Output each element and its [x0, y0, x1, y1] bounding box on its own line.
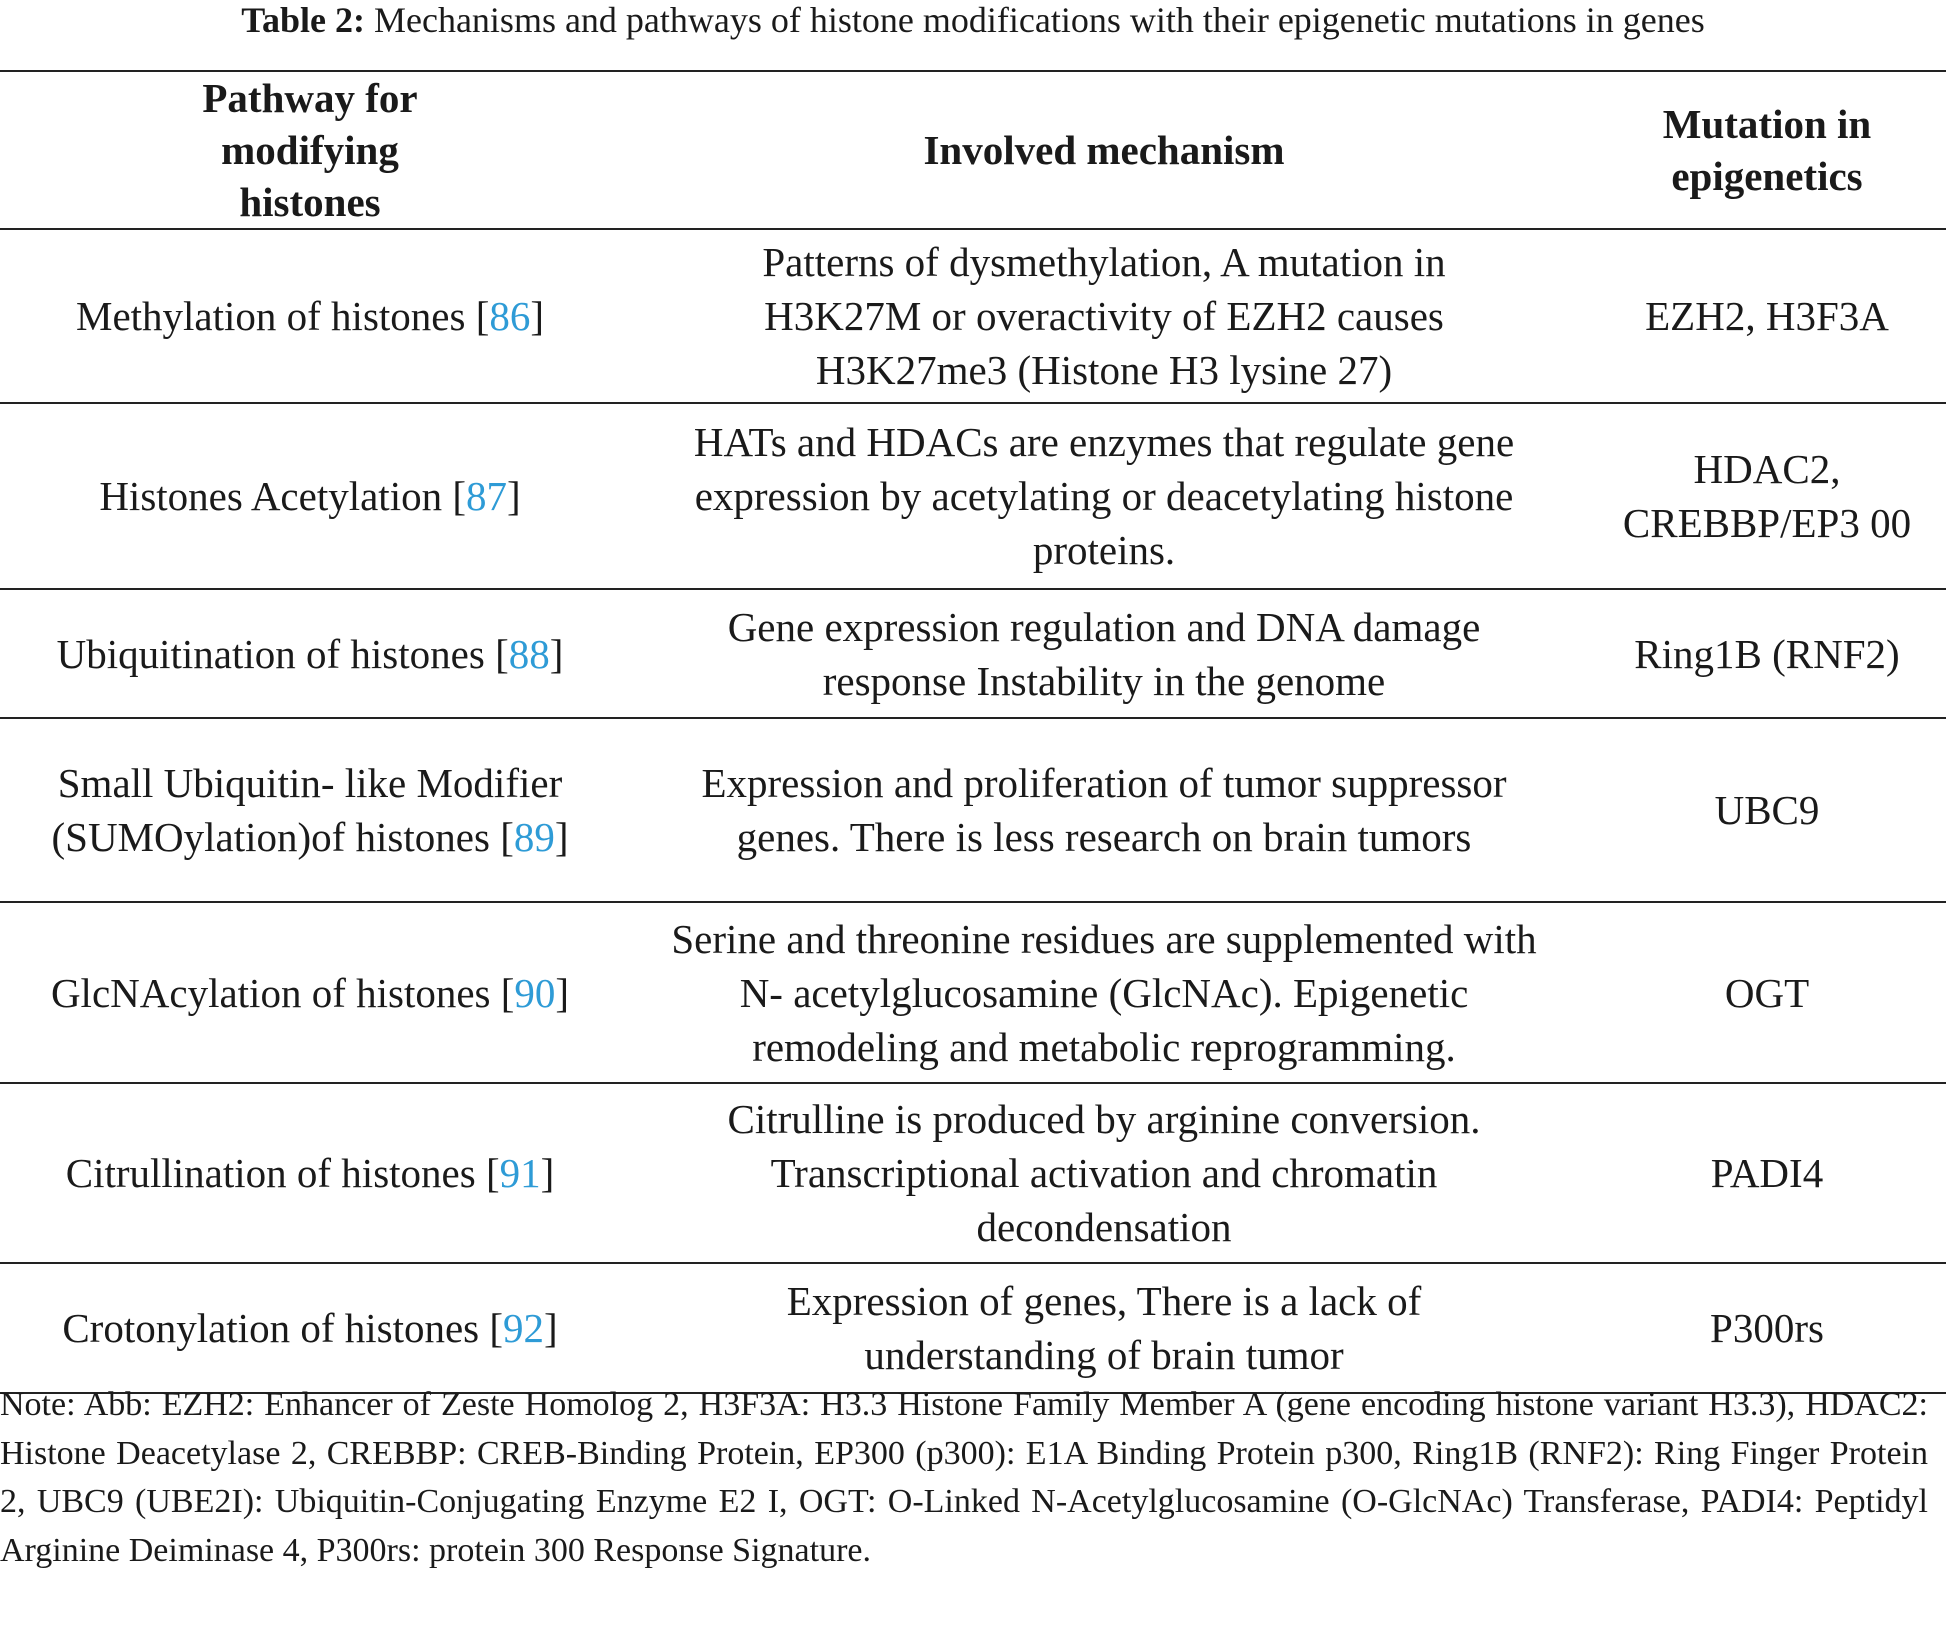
- mutation-cell: PADI4: [1588, 1083, 1946, 1263]
- mechanism-cell: Expression and proliferation of tumor suppressor genes. There is less research on brain tumors: [620, 718, 1588, 902]
- pathway-cell: Small Ubiquitin- like Modifier (SUMOylation)of histones [89]: [0, 718, 620, 902]
- reference-link[interactable]: 92: [503, 1305, 545, 1351]
- mutation-cell: P300rs: [1710, 1305, 1824, 1351]
- reference-link[interactable]: 90: [514, 969, 556, 1016]
- mechanism-cell: HATs and HDACs are enzymes that regulate gene expression by acetylating or deacetylating histone proteins.: [620, 403, 1588, 589]
- mutation-cell: HDAC2, CREBBP/EP3 00: [1588, 403, 1946, 589]
- pathway-cell: Crotonylation of histones [92]: [62, 1305, 558, 1351]
- table-row: [0, 1263, 1946, 1393]
- caption-label: Table 2:: [241, 0, 365, 40]
- table-row: [0, 718, 1946, 902]
- pathway-cell: Ubiquitination of histones [88]: [0, 589, 620, 718]
- table-caption: [0, 0, 1946, 42]
- reference-link[interactable]: 89: [513, 814, 555, 860]
- reference-link[interactable]: 87: [466, 473, 507, 519]
- table-header-row: [0, 71, 1946, 229]
- mutation-cell: UBC9: [1588, 718, 1946, 902]
- mechanism-cell: Gene expression regulation and DNA damage response Instability in the genome: [620, 589, 1588, 718]
- table-row: [0, 902, 1946, 1083]
- caption-text: Mechanisms and pathways of histone modifications with their epigenetic mutations in genes: [364, 0, 1705, 40]
- table-note: Note: Abb: EZH2: Enhancer of Zeste Homolog 2, H3F3A: H3.3 Histone Family Member A (gene encoding histone variant H3.3), HDAC2: Histone Deacetylase 2, CREBBP: CREB-Binding Protein, EP300 (p300): E1A Binding Protein p300, Ring1B (RNF2): Ring Finger Protein 2, UBC9 (UBE2I): Ubiquitin-Conjugating Enzyme E2 I, OGT: O-Linked N-Acetylglucosamine (O-GlcNAc) Transferase, PADI4: Peptidyl Arginine Deiminase 4, P300rs: protein 300 Response Signature.: [0, 1386, 1928, 1569]
- mechanism-cell: Citrulline is produced by arginine conversion. Transcriptional activation and chromatin decondensation: [620, 1083, 1588, 1263]
- pathway-cell: Methylation of histones [86]: [0, 229, 620, 403]
- reference-link[interactable]: 91: [499, 1150, 541, 1196]
- histone-modifications-table: [0, 70, 1946, 1394]
- pathway-cell: GlcNAcylation of histones [90]: [0, 902, 620, 1083]
- header-pathway: Pathway for modifying histones: [0, 71, 620, 229]
- reference-link[interactable]: 88: [508, 630, 550, 677]
- pathway-cell: Citrullination of histones [91]: [0, 1083, 620, 1263]
- table-row: [0, 589, 1946, 718]
- table-row: [0, 229, 1946, 403]
- table-row: [0, 1083, 1946, 1263]
- table-row: [0, 403, 1946, 589]
- header-mutation: Mutation in epigenetics: [1588, 71, 1946, 229]
- header-mechanism: Involved mechanism: [620, 71, 1588, 229]
- pathway-cell: Histones Acetylation [87]: [0, 403, 620, 589]
- mechanism-cell: Expression of genes, There is a lack of understanding of brain tumor: [786, 1278, 1422, 1378]
- mutation-cell: EZH2, H3F3A: [1588, 229, 1946, 403]
- reference-link[interactable]: 86: [489, 293, 531, 339]
- mechanism-cell: Patterns of dysmethylation, A mutation in H3K27M or overactivity of EZH2 causes H3K27me3 (Histone H3 lysine 27): [620, 229, 1588, 403]
- mechanism-cell: Serine and threonine residues are supplemented with N- acetylglucosamine (GlcNAc). Epigenetic remodeling and metabolic reprogramming.: [620, 902, 1588, 1083]
- mutation-cell: Ring1B (RNF2): [1588, 589, 1946, 718]
- mutation-cell: OGT: [1588, 902, 1946, 1083]
